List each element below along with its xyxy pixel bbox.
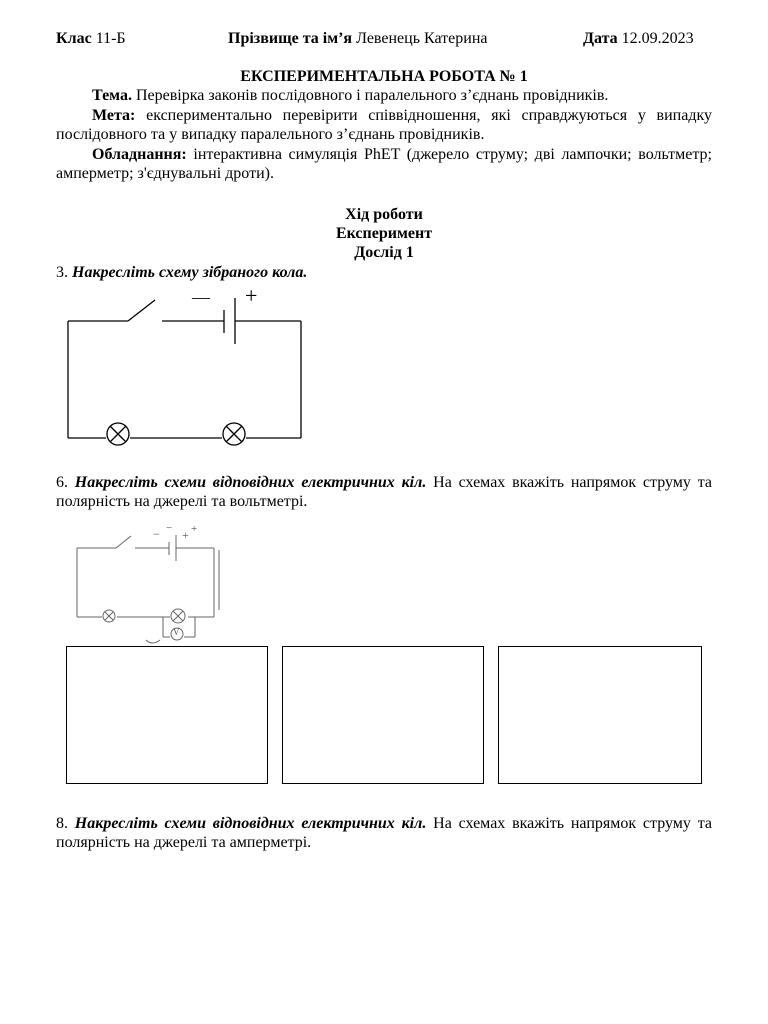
goal-paragraph xyxy=(56,106,712,144)
name-label: Прізвище та ім’я xyxy=(228,30,353,47)
task3-line xyxy=(56,263,712,282)
topic-text: Перевірка законів послідовного і паралельного з’єднань провідників. xyxy=(135,87,609,104)
task6-number: 6. xyxy=(56,474,68,491)
small-battery-plus-2: + xyxy=(191,523,198,535)
battery-plus-sign: + xyxy=(245,283,258,308)
task8-text: На схемах вкажіть напрямок струму та полярність на джерелі та амперметрі. xyxy=(56,815,713,851)
equipment-paragraph xyxy=(56,145,712,183)
task6-title: Накресліть схеми відповідних електричних кіл. xyxy=(74,474,427,491)
section-subheading: Експеримент xyxy=(335,225,433,242)
topic-label: Тема. xyxy=(92,87,132,104)
drawing-box-3[interactable] xyxy=(498,646,702,784)
class-value: 11-Б xyxy=(95,30,126,47)
task3-title: Накресліть схему зібраного кола. xyxy=(72,264,308,281)
date-value: 12.09.2023 xyxy=(621,30,694,47)
topic-paragraph xyxy=(56,86,712,105)
small-battery-minus-2: − xyxy=(166,522,173,534)
goal-text: експериментально перевірити співвідношення, які справджуються у випадку послідовного та у випадку паралельного з’єднань провідників. xyxy=(56,107,713,143)
task3-number: 3. xyxy=(56,264,68,281)
name-field xyxy=(228,29,487,48)
header-row xyxy=(56,29,716,49)
goal-label: Мета: xyxy=(92,107,136,124)
experiment-heading: Дослід 1 xyxy=(354,244,414,261)
drawing-box-2[interactable] xyxy=(282,646,484,784)
page-title: ЕКСПЕРИМЕНТАЛЬНА РОБОТА № 1 xyxy=(240,68,528,85)
voltmeter-label: V xyxy=(173,627,180,637)
small-battery-plus: + xyxy=(182,528,189,542)
task8-number: 8. xyxy=(56,815,68,832)
task8-paragraph xyxy=(56,814,712,852)
task6-text: На схемах вкажіть напрямок струму та полярність на джерелі та вольтметрі. xyxy=(56,474,713,510)
date-field xyxy=(583,29,694,48)
task6-paragraph xyxy=(56,473,712,511)
date-label: Дата xyxy=(583,30,618,47)
equipment-label: Обладнання: xyxy=(92,146,187,163)
section-heading: Хід роботи xyxy=(345,206,423,223)
class-field xyxy=(56,29,126,48)
task8-title: Накресліть схеми відповідних електричних кіл. xyxy=(74,815,427,832)
name-value: Левенець Катерина xyxy=(356,30,488,47)
equipment-text: інтерактивна симуляція PhET (джерело струму; дві лампочки; вольтметр; амперметр; з'єднувальні дроти). xyxy=(56,146,713,182)
class-label: Клас xyxy=(56,30,92,47)
small-battery-minus: − xyxy=(153,527,160,541)
battery-minus-sign: — xyxy=(192,287,210,307)
drawing-box-1[interactable] xyxy=(66,646,268,784)
